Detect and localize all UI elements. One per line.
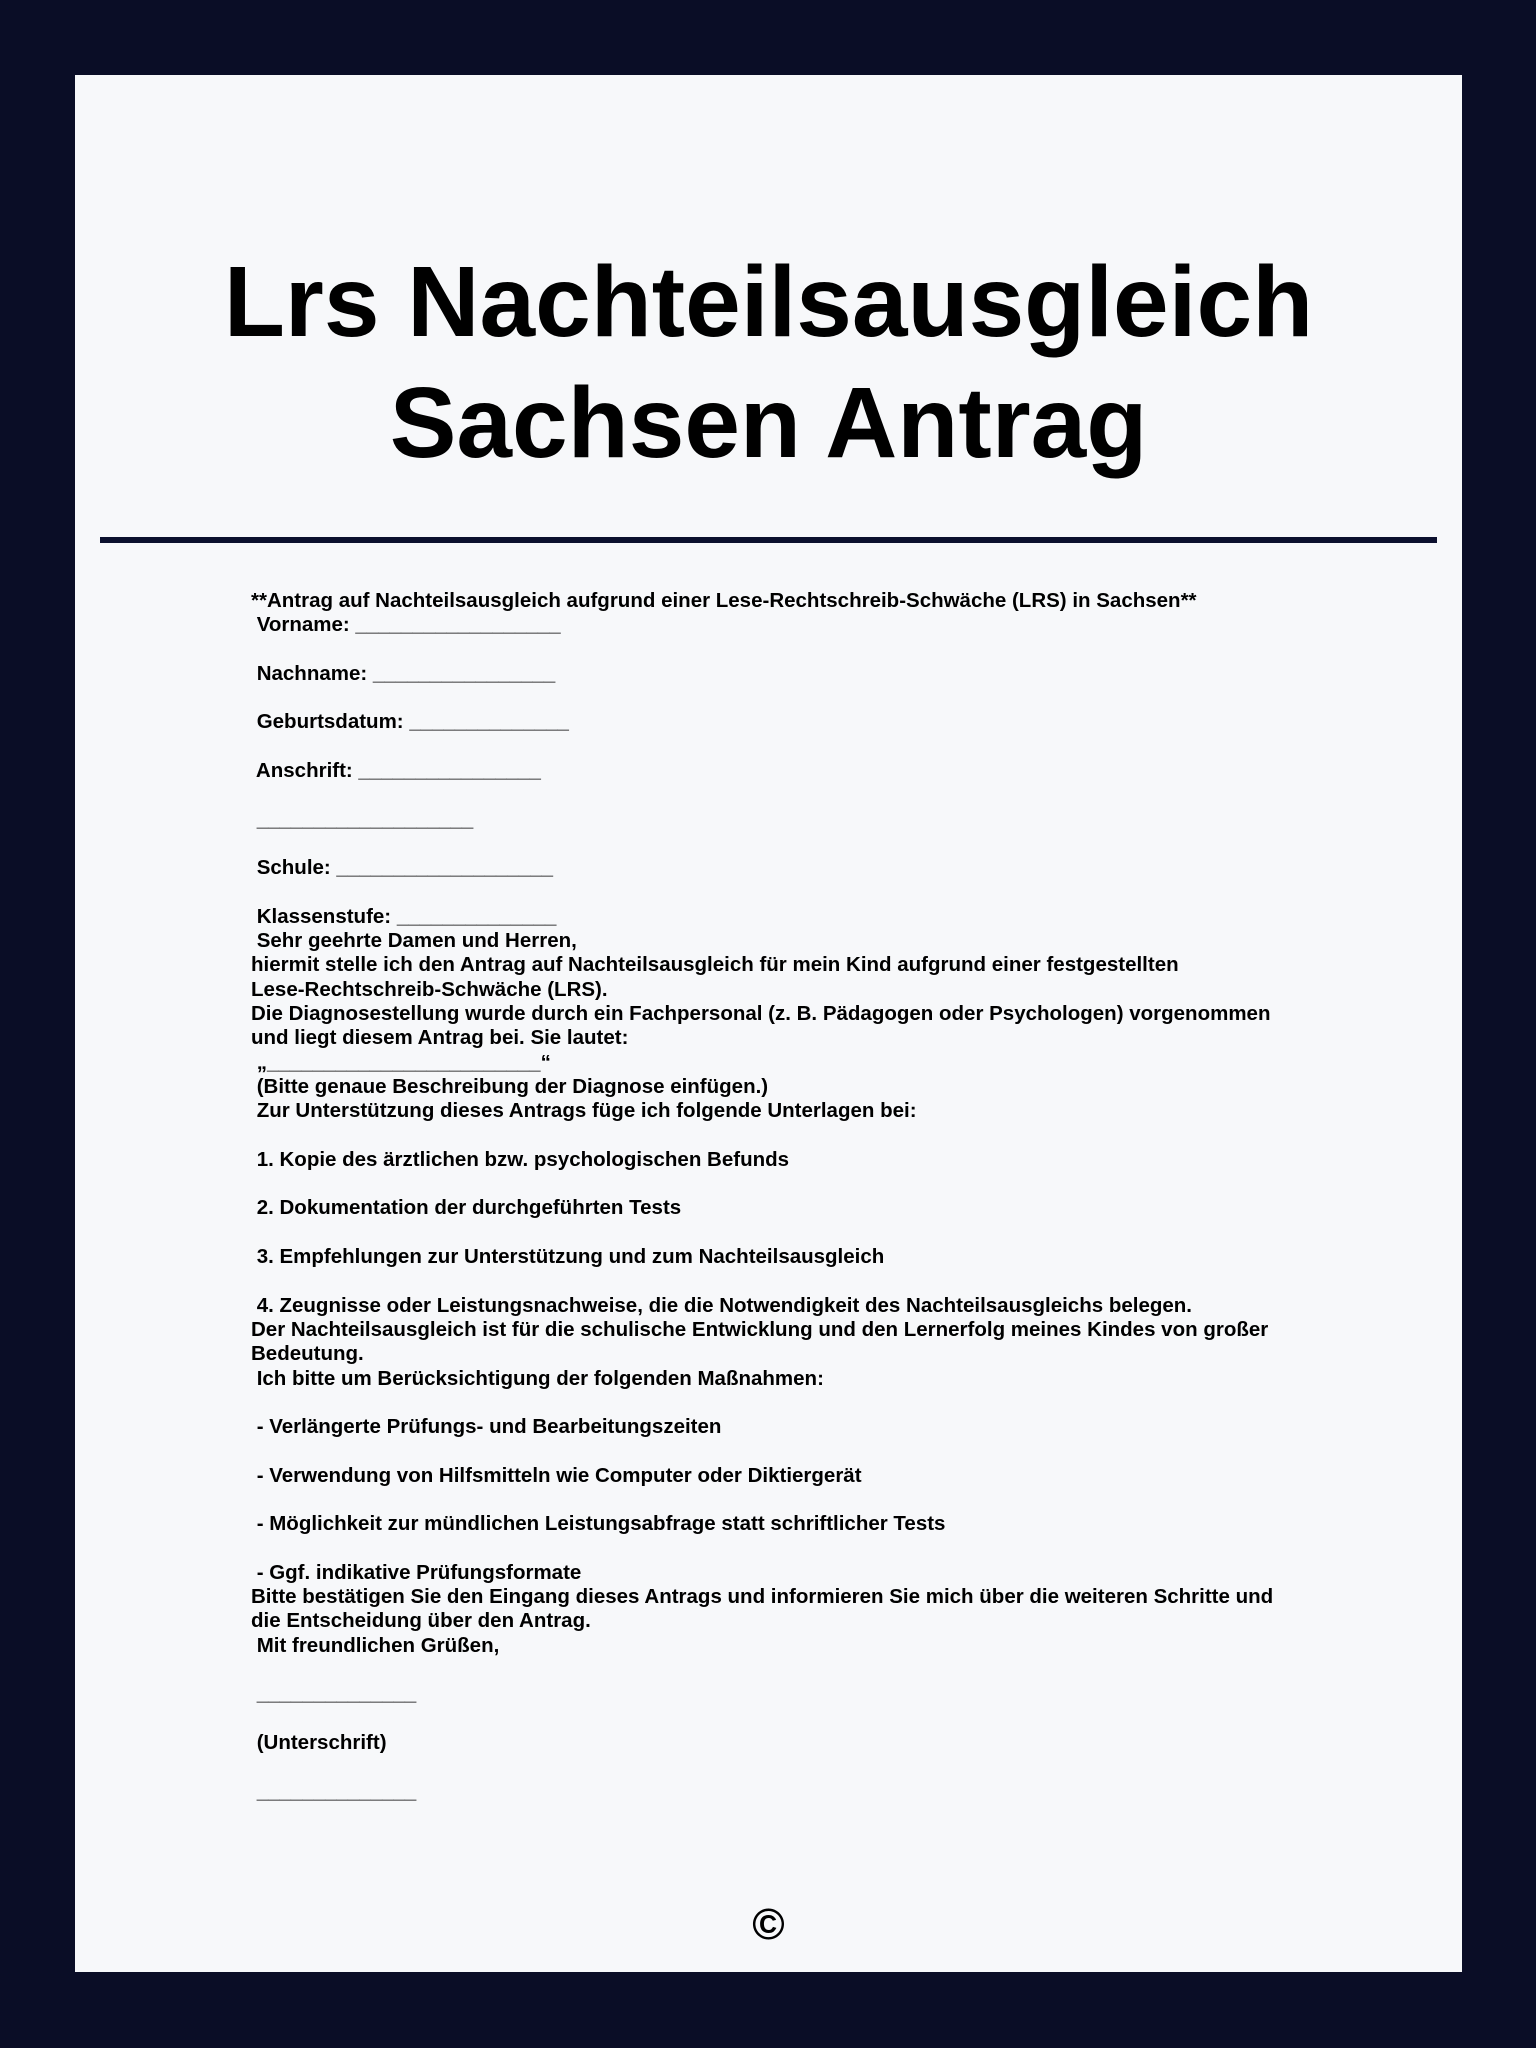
document-line: Sehr geehrte Damen und Herren,: [251, 929, 577, 953]
document-line: [251, 1537, 1273, 1561]
page-title: [75, 242, 1462, 484]
page-title-line1: Lrs Nachteilsausgleich: [223, 246, 1314, 358]
copyright-icon: ©: [752, 1900, 785, 1949]
document-line: [251, 1707, 1273, 1731]
document-body: [251, 589, 1273, 1804]
document-line: die Entscheidung über den Antrag.: [251, 1609, 591, 1633]
document-line: (Unterschrift): [251, 1730, 387, 1754]
document-line: [251, 1439, 1273, 1463]
document-line: Der Nachteilsausgleich ist für die schulische Entwicklung und den Lernerfolg meines Kindes von großer: [251, 1317, 1269, 1341]
document-line: (Bitte genaue Beschreibung der Diagnose einfügen.): [251, 1074, 769, 1098]
document-line: ______________: [251, 1779, 417, 1803]
document-line: Bitte bestätigen Sie den Eingang dieses Antrags und informieren Sie mich über die weiteren Schritte und: [251, 1585, 1274, 1609]
document-line: ______________: [251, 1682, 417, 1706]
title-divider: [100, 537, 1437, 543]
document-line: 2. Dokumentation der durchgeführten Tests: [251, 1196, 682, 1220]
document-line: [251, 1755, 1273, 1779]
document-line: 3. Empfehlungen zur Unterstützung und zum Nachteilsausgleich: [251, 1245, 885, 1269]
document-line: - Möglichkeit zur mündlichen Leistungsabfrage statt schriftlicher Tests: [251, 1512, 946, 1536]
document-line: [251, 1488, 1273, 1512]
document-line: 4. Zeugnisse oder Leistungsnachweise, die die Notwendigkeit des Nachteilsausgleichs belegen.: [251, 1293, 1192, 1317]
document-line: Geburtsdatum: ______________: [251, 710, 569, 734]
document-line: Schule: ___________________: [251, 856, 554, 880]
document-line: [251, 832, 1273, 856]
document-line: [251, 1221, 1273, 1245]
document-line: [251, 1391, 1273, 1415]
document-line: [251, 1658, 1273, 1682]
document-line: [251, 1172, 1273, 1196]
document-line: [251, 638, 1273, 662]
document-line: Nachname: ________________: [251, 661, 556, 685]
document-line: Klassenstufe: ______________: [251, 904, 557, 928]
document-line: [251, 1124, 1273, 1148]
document-line: **Antrag auf Nachteilsausgleich aufgrund einer Lese-Rechtschreib-Schwäche (LRS) in Sachsen**: [251, 589, 1197, 612]
document-line: 1. Kopie des ärztlichen bzw. psychologischen Befunds: [251, 1147, 790, 1171]
document-line: hiermit stelle ich den Antrag auf Nachteilsausgleich für mein Kind aufgrund einer festgestellten: [251, 953, 1179, 977]
document-line: - Ggf. indikative Prüfungsformate: [251, 1560, 582, 1584]
page-title-line2: Sachsen Antrag: [389, 367, 1148, 479]
document-line: Ich bitte um Berücksichtigung der folgenden Maßnahmen:: [251, 1366, 824, 1390]
document-line: „________________________“: [251, 1050, 551, 1074]
document-line: [251, 686, 1273, 710]
document-line: ___________________: [251, 807, 474, 831]
document-line: - Verwendung von Hilfsmitteln wie Computer oder Diktiergerät: [251, 1463, 862, 1487]
document-line: [251, 881, 1273, 905]
document-line: - Verlängerte Prüfungs- und Bearbeitungszeiten: [251, 1415, 722, 1439]
document-line: Die Diagnosestellung wurde durch ein Fachpersonal (z. B. Pädagogen oder Psychologen) vorgenommen: [251, 1002, 1271, 1026]
document-line: Anschrift: ________________: [251, 759, 541, 783]
document-line: [251, 735, 1273, 759]
document-line: Bedeutung.: [251, 1342, 364, 1366]
document-line: und liegt diesem Antrag bei. Sie lautet:: [251, 1026, 629, 1050]
document-page: [75, 75, 1462, 1972]
document-line: Vorname: __________________: [251, 613, 561, 637]
document-line: Lese-Rechtschreib-Schwäche (LRS).: [251, 977, 608, 1001]
document-line: Mit freundlichen Grüßen,: [251, 1633, 500, 1657]
document-line: [251, 783, 1273, 807]
document-line: [251, 1269, 1273, 1293]
document-line: Zur Unterstützung dieses Antrags füge ich folgende Unterlagen bei:: [251, 1099, 917, 1123]
